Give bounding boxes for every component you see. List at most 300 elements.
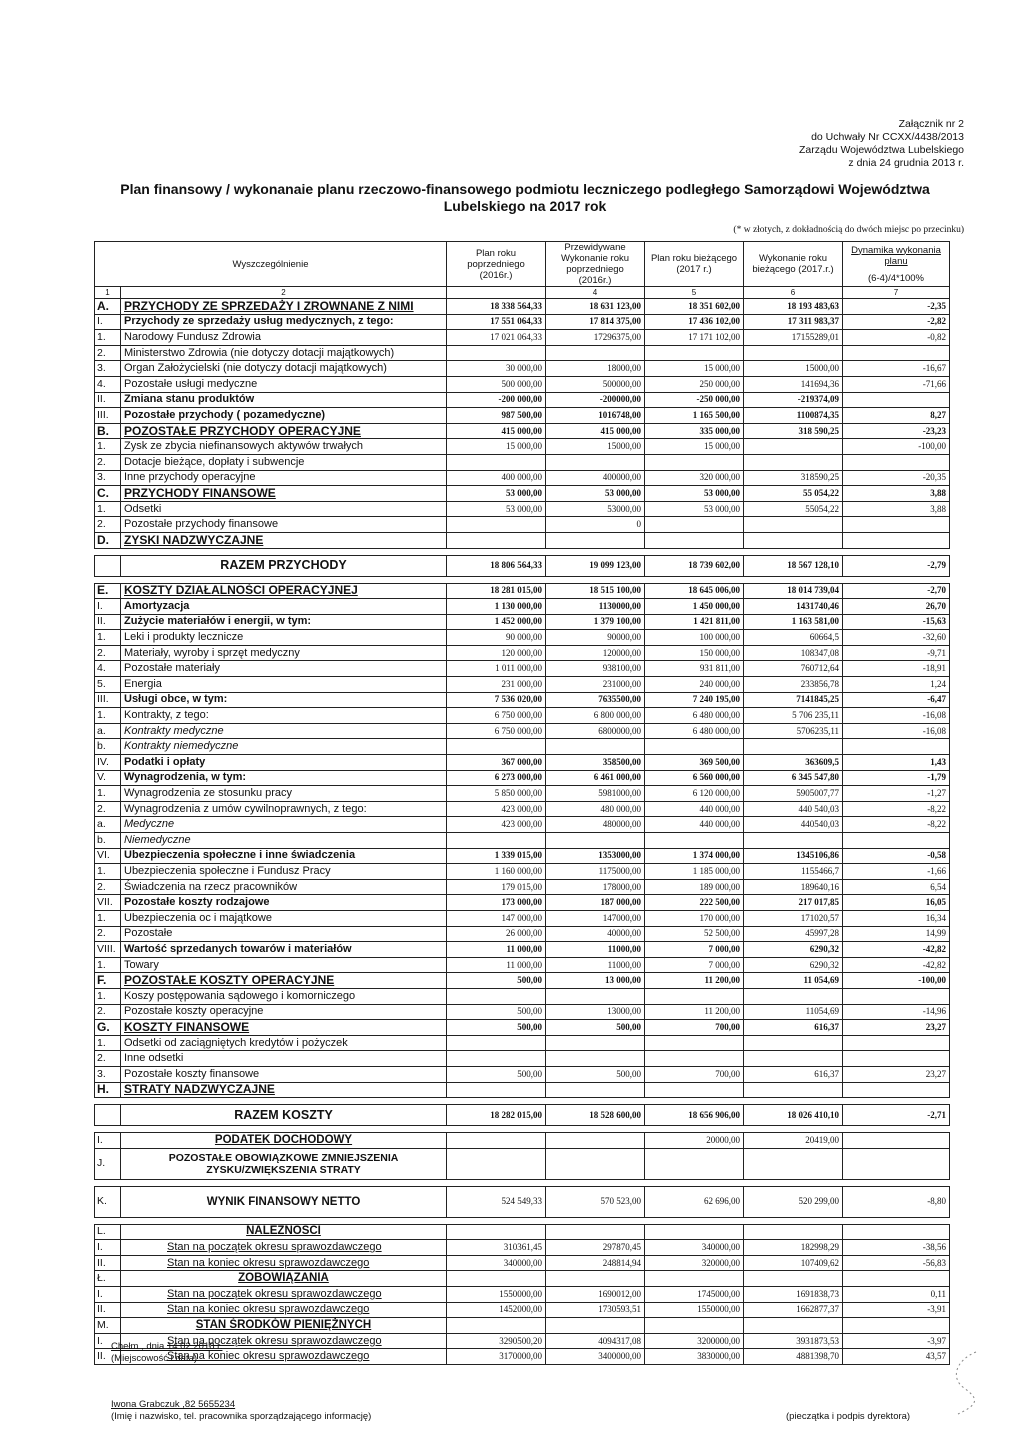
row-label: Pozostałe materiały	[121, 661, 447, 677]
title-line-1: Plan finansowy / wykonanaie planu rzeczowo-finansowego podmiotu leczniczego podległego Samorządowi Województwa	[120, 181, 930, 197]
exec-prev-value: 7635500,00	[546, 692, 645, 708]
dynamics-value: -16,08	[843, 708, 950, 724]
plan-prev-value: 18 806 564,33	[447, 555, 546, 576]
row-number: 2.	[95, 345, 121, 361]
dynamics-value: -2,79	[843, 555, 950, 576]
row-number: 1.	[95, 708, 121, 724]
exec-prev-value	[546, 345, 645, 361]
exec-prev-value: 17296375,00	[546, 330, 645, 346]
plan-cur-value: 18 645 006,00	[645, 583, 744, 599]
plan-cur-value: 222 500,00	[645, 895, 744, 911]
financial-plan-table	[94, 241, 950, 1365]
row-number: L.	[95, 1224, 121, 1240]
row-label: Kontrakty, z tego:	[121, 708, 447, 724]
row-number: VII.	[95, 895, 121, 911]
row-number: I.	[95, 1333, 121, 1349]
dynamics-value: -42,82	[843, 957, 950, 973]
plan-prev-value	[447, 517, 546, 533]
plan-cur-value: 340000,00	[645, 1240, 744, 1256]
exec-prev-value: 1016748,00	[546, 408, 645, 424]
plan-prev-value: 415 000,00	[447, 423, 546, 439]
col-number: 5	[645, 287, 744, 299]
row-number: III.	[95, 692, 121, 708]
row-number: Ł.	[95, 1271, 121, 1287]
exec-prev-value: 15000,00	[546, 439, 645, 455]
plan-cur-value: 53 000,00	[645, 486, 744, 502]
exec-cur-value	[744, 1082, 843, 1098]
plan-cur-value: 320 000,00	[645, 470, 744, 486]
dynamics-value: 8,27	[843, 408, 950, 424]
exec-prev-value: 0	[546, 517, 645, 533]
dynamics-value	[843, 1051, 950, 1067]
exec-cur-value: 520 299,00	[744, 1186, 843, 1217]
exec-cur-value: 616,37	[744, 1066, 843, 1082]
dynamics-value: 1,24	[843, 677, 950, 693]
exec-cur-value: 182998,29	[744, 1240, 843, 1256]
table-row	[95, 910, 950, 926]
spacer-cell	[95, 1126, 950, 1133]
exec-prev-value	[546, 833, 645, 849]
plan-prev-value: 1 011 000,00	[447, 661, 546, 677]
table-row	[95, 957, 950, 973]
plan-prev-value: 17 021 064,33	[447, 330, 546, 346]
exec-cur-value: 20419,00	[744, 1133, 843, 1149]
row-label: Ministerstwo Zdrowia (nie dotyczy dotacji majątkowych)	[121, 345, 447, 361]
row-number	[95, 1105, 121, 1126]
row-number: 1.	[95, 1035, 121, 1051]
exec-cur-value: 318 590,25	[744, 423, 843, 439]
plan-prev-value: 1452000,00	[447, 1302, 546, 1318]
exec-cur-value	[744, 1318, 843, 1334]
plan-cur-value: 170 000,00	[645, 910, 744, 926]
plan-cur-value	[645, 988, 744, 1004]
plan-prev-value: 423 000,00	[447, 817, 546, 833]
exec-cur-value: 1 163 581,00	[744, 614, 843, 630]
row-label: Pozostałe usługi medyczne	[121, 376, 447, 392]
row-number: V.	[95, 770, 121, 786]
table-row	[95, 1035, 950, 1051]
plan-cur-value: 17 171 102,00	[645, 330, 744, 346]
row-label: Narodowy Fundusz Zdrowia	[121, 330, 447, 346]
row-label: RAZEM PRZYCHODY	[121, 555, 447, 576]
exec-prev-value: 17 814 375,00	[546, 314, 645, 330]
dynamics-value: -9,71	[843, 645, 950, 661]
exec-cur-value: 11 054,69	[744, 973, 843, 989]
row-number: G.	[95, 1020, 121, 1036]
plan-prev-value: 7 536 020,00	[447, 692, 546, 708]
exec-cur-value: 5706235,11	[744, 723, 843, 739]
plan-prev-value: 53 000,00	[447, 486, 546, 502]
exec-prev-value: 248814,94	[546, 1255, 645, 1271]
table-row	[95, 661, 950, 677]
row-number: b.	[95, 833, 121, 849]
dynamics-value: 0,11	[843, 1287, 950, 1303]
dynamics-value: -23,23	[843, 423, 950, 439]
exec-cur-value: 171020,57	[744, 910, 843, 926]
table-row	[95, 439, 950, 455]
exec-cur-value: 616,37	[744, 1020, 843, 1036]
table-row	[95, 392, 950, 408]
exec-prev-value: 18 631 123,00	[546, 299, 645, 315]
exec-cur-value	[744, 454, 843, 470]
dynamics-value: -8,22	[843, 817, 950, 833]
row-number: VIII.	[95, 942, 121, 958]
plan-cur-value	[645, 1224, 744, 1240]
exec-cur-value: 17155289,01	[744, 330, 843, 346]
exec-cur-value: 1155466,7	[744, 864, 843, 880]
row-number: C.	[95, 486, 121, 502]
exec-cur-value: 15000,00	[744, 361, 843, 377]
dynamics-value: 23,27	[843, 1020, 950, 1036]
plan-prev-value: 500,00	[447, 1020, 546, 1036]
plan-prev-value: 524 549,33	[447, 1186, 546, 1217]
plan-cur-value: 700,00	[645, 1020, 744, 1036]
plan-prev-value: 18 282 015,00	[447, 1105, 546, 1126]
exec-cur-value: 363609,5	[744, 755, 843, 771]
row-label: Medyczne	[121, 817, 447, 833]
row-label: Ubezpieczenia oc i majątkowe	[121, 910, 447, 926]
plan-cur-value: 931 811,00	[645, 661, 744, 677]
dynamics-value	[843, 392, 950, 408]
exec-prev-value: 480000,00	[546, 817, 645, 833]
row-number: II.	[95, 1302, 121, 1318]
dynamics-value: -8,22	[843, 801, 950, 817]
plan-prev-value: 1 130 000,00	[447, 599, 546, 615]
row-number: 1.	[95, 439, 121, 455]
row-number: 1.	[95, 910, 121, 926]
exec-prev-value: 480 000,00	[546, 801, 645, 817]
exec-prev-value: 178000,00	[546, 879, 645, 895]
handwritten-mark-icon	[946, 1348, 986, 1418]
plan-cur-value	[645, 517, 744, 533]
spacer-row	[95, 1126, 950, 1133]
row-number: b.	[95, 739, 121, 755]
plan-cur-value: 1745000,00	[645, 1287, 744, 1303]
plan-prev-value: 310361,45	[447, 1240, 546, 1256]
attachment-header	[799, 118, 964, 170]
exec-cur-value	[744, 1148, 843, 1179]
plan-cur-value: 1550000,00	[645, 1302, 744, 1318]
row-number: A.	[95, 299, 121, 315]
footer-place-date	[111, 1341, 222, 1365]
plan-prev-value: 500,00	[447, 1004, 546, 1020]
row-number: II.	[95, 614, 121, 630]
plan-prev-value: 6 750 000,00	[447, 723, 546, 739]
dynamics-value: -20,35	[843, 470, 950, 486]
row-label: ZYSKI NADZWYCZAJNE	[121, 532, 447, 548]
table-row	[95, 677, 950, 693]
plan-prev-value: 400 000,00	[447, 470, 546, 486]
row-label: Stan na początek okresu sprawozdawczego	[121, 1240, 447, 1256]
row-label: Pozostałe przychody ( pozamedyczne)	[121, 408, 447, 424]
plan-cur-value	[645, 532, 744, 548]
table-row	[95, 614, 950, 630]
exec-cur-value: 17 311 983,37	[744, 314, 843, 330]
row-label: KOSZTY FINANSOWE	[121, 1020, 447, 1036]
plan-prev-value: 1550000,00	[447, 1287, 546, 1303]
row-label: Pozostałe koszty finansowe	[121, 1066, 447, 1082]
row-label: Towary	[121, 957, 447, 973]
table-row	[95, 942, 950, 958]
row-label: Ubezpieczenia społeczne i inne świadczenia	[121, 848, 447, 864]
header-line: Zarządu Województwa Lubelskiego	[799, 144, 964, 156]
table-row	[95, 1240, 950, 1256]
plan-cur-value: 1 165 500,00	[645, 408, 744, 424]
row-number: 2.	[95, 1051, 121, 1067]
plan-prev-value	[447, 1148, 546, 1179]
plan-cur-value: 250 000,00	[645, 376, 744, 392]
dynamics-value: 1,43	[843, 755, 950, 771]
exec-cur-value: 5905007,77	[744, 786, 843, 802]
plan-cur-value	[645, 1271, 744, 1287]
table-row	[95, 723, 950, 739]
table-row	[95, 1066, 950, 1082]
row-label: Kontrakty niemedyczne	[121, 739, 447, 755]
plan-cur-value: 335 000,00	[645, 423, 744, 439]
plan-cur-value: 100 000,00	[645, 630, 744, 646]
row-number: F.	[95, 973, 121, 989]
exec-cur-value	[744, 1224, 843, 1240]
row-label: POZOSTAŁE KOSZTY OPERACYJNE	[121, 973, 447, 989]
exec-cur-value: 1691838,73	[744, 1287, 843, 1303]
table-row	[95, 630, 950, 646]
table-row	[95, 833, 950, 849]
exec-prev-value: 53 000,00	[546, 486, 645, 502]
plan-prev-value: 987 500,00	[447, 408, 546, 424]
row-number: a.	[95, 723, 121, 739]
plan-cur-value: 1 185 000,00	[645, 864, 744, 880]
exec-prev-value: 6800000,00	[546, 723, 645, 739]
table-row	[95, 1287, 950, 1303]
dynamics-value: -1,66	[843, 864, 950, 880]
plan-prev-value: 90 000,00	[447, 630, 546, 646]
exec-prev-value	[546, 1133, 645, 1149]
plan-prev-value: 179 015,00	[447, 879, 546, 895]
row-number: 2.	[95, 645, 121, 661]
exec-cur-value: 108347,08	[744, 645, 843, 661]
table-row	[95, 330, 950, 346]
dynamics-value	[843, 833, 950, 849]
row-label: Usługi obce, w tym:	[121, 692, 447, 708]
dynamics-value: 3,88	[843, 486, 950, 502]
dynamics-value: -32,60	[843, 630, 950, 646]
table-row	[95, 692, 950, 708]
dynamics-value	[843, 1318, 950, 1334]
plan-cur-value: 7 000,00	[645, 942, 744, 958]
exec-cur-value: 55 054,22	[744, 486, 843, 502]
row-label: Stan na koniec okresu sprawozdawczego	[121, 1349, 447, 1365]
exec-prev-value: 11000,00	[546, 942, 645, 958]
plan-prev-value: 340000,00	[447, 1255, 546, 1271]
plan-cur-value: 6 560 000,00	[645, 770, 744, 786]
row-label: Materiały, wyroby i sprzęt medyczny	[121, 645, 447, 661]
plan-cur-value: 15 000,00	[645, 361, 744, 377]
exec-prev-value	[546, 1318, 645, 1334]
plan-cur-value: 53 000,00	[645, 501, 744, 517]
plan-prev-value	[447, 345, 546, 361]
row-label: Pozostałe koszty operacyjne	[121, 1004, 447, 1020]
plan-cur-value: 52 500,00	[645, 926, 744, 942]
dynamics-value: -2,82	[843, 314, 950, 330]
dynamics-value: 14,99	[843, 926, 950, 942]
exec-cur-value: 60664,5	[744, 630, 843, 646]
row-number: II.	[95, 1255, 121, 1271]
row-label: Koszy postępowania sądowego i komorniczego	[121, 988, 447, 1004]
dynamics-value	[843, 1148, 950, 1179]
table-row	[95, 770, 950, 786]
exec-cur-value: 7141845,25	[744, 692, 843, 708]
row-number: 1.	[95, 864, 121, 880]
row-number: 2.	[95, 517, 121, 533]
exec-prev-value: 1175000,00	[546, 864, 645, 880]
plan-prev-value: 147 000,00	[447, 910, 546, 926]
row-label: Wynagrodzenia, w tym:	[121, 770, 447, 786]
exec-cur-value: 6 345 547,80	[744, 770, 843, 786]
header-line: Załącznik nr 2	[898, 118, 964, 130]
row-number: I.	[95, 599, 121, 615]
row-number: H.	[95, 1082, 121, 1098]
plan-prev-value: 30 000,00	[447, 361, 546, 377]
exec-prev-value: 18 515 100,00	[546, 583, 645, 599]
col-header-dynamics-formula: (6-4)/4*100%	[868, 272, 924, 284]
exec-prev-value: 231000,00	[546, 677, 645, 693]
table-row	[95, 786, 950, 802]
row-number: 1.	[95, 630, 121, 646]
exec-cur-value: 55054,22	[744, 501, 843, 517]
row-number: M.	[95, 1318, 121, 1334]
exec-cur-value: 6290,32	[744, 957, 843, 973]
plan-cur-value: 189 000,00	[645, 879, 744, 895]
exec-cur-value: 189640,16	[744, 879, 843, 895]
table-row	[95, 1255, 950, 1271]
plan-prev-value: 500,00	[447, 1066, 546, 1082]
table-row	[95, 454, 950, 470]
exec-cur-value: 318590,25	[744, 470, 843, 486]
dynamics-value: 26,70	[843, 599, 950, 615]
spacer-row	[95, 1098, 950, 1105]
row-label: Organ Założycielski (nie dotyczy dotacji majątkowych)	[121, 361, 447, 377]
table-row	[95, 376, 950, 392]
exec-prev-value: 500000,00	[546, 376, 645, 392]
col-header-plan-cur: Plan roku bieżącego (2017 r.)	[645, 242, 744, 287]
exec-prev-value	[546, 1051, 645, 1067]
plan-prev-value: 17 551 064,33	[447, 314, 546, 330]
dynamics-value: -42,82	[843, 942, 950, 958]
row-number: 2.	[95, 454, 121, 470]
table-row	[95, 361, 950, 377]
plan-cur-value: 1 450 000,00	[645, 599, 744, 615]
exec-cur-value: 760712,64	[744, 661, 843, 677]
dynamics-value: -2,70	[843, 583, 950, 599]
exec-prev-value: 6 461 000,00	[546, 770, 645, 786]
table-header-row	[95, 242, 950, 287]
dynamics-value: -8,80	[843, 1186, 950, 1217]
row-label: POZOSTAŁE OBOWIĄZKOWE ZMNIEJSZENIA ZYSKU/ZWIĘKSZENIA STRATY	[121, 1148, 447, 1179]
row-label: Stan na koniec okresu sprawozdawczego	[121, 1255, 447, 1271]
plan-cur-value: 17 436 102,00	[645, 314, 744, 330]
row-label: Ubezpieczenia społeczne i Fundusz Pracy	[121, 864, 447, 880]
row-number: III.	[95, 408, 121, 424]
row-label: Amortyzacja	[121, 599, 447, 615]
exec-cur-value: 18 193 483,63	[744, 299, 843, 315]
row-number: 2.	[95, 879, 121, 895]
exec-prev-value	[546, 1035, 645, 1051]
plan-prev-value: 53 000,00	[447, 501, 546, 517]
plan-prev-value	[447, 1318, 546, 1334]
exec-prev-value: 6 800 000,00	[546, 708, 645, 724]
row-number: IV.	[95, 755, 121, 771]
exec-prev-value	[546, 988, 645, 1004]
exec-prev-value: 40000,00	[546, 926, 645, 942]
plan-prev-value: 15 000,00	[447, 439, 546, 455]
row-number: VI.	[95, 848, 121, 864]
row-number: 3.	[95, 1066, 121, 1082]
plan-cur-value	[645, 1035, 744, 1051]
table-row	[95, 1133, 950, 1149]
table-row	[95, 1333, 950, 1349]
dynamics-value: 6,54	[843, 879, 950, 895]
exec-cur-value: 440 540,03	[744, 801, 843, 817]
exec-prev-value: 18000,00	[546, 361, 645, 377]
dynamics-value: 23,27	[843, 1066, 950, 1082]
exec-cur-value: 6290,32	[744, 942, 843, 958]
row-number: II.	[95, 392, 121, 408]
plan-cur-value: 7 000,00	[645, 957, 744, 973]
table-row	[95, 1302, 950, 1318]
dynamics-value	[843, 517, 950, 533]
row-label: Kontrakty medyczne	[121, 723, 447, 739]
row-label: Wynagrodzenia z umów cywilnoprawnych, z tego:	[121, 801, 447, 817]
dynamics-value	[843, 1035, 950, 1051]
table-row	[95, 517, 950, 533]
dynamics-value: -100,00	[843, 973, 950, 989]
table-row	[95, 1020, 950, 1036]
exec-prev-value	[546, 739, 645, 755]
table-row	[95, 848, 950, 864]
plan-cur-value: 369 500,00	[645, 755, 744, 771]
plan-cur-value: 6 120 000,00	[645, 786, 744, 802]
table-row	[95, 1224, 950, 1240]
row-number: B.	[95, 423, 121, 439]
table-row	[95, 801, 950, 817]
plan-prev-value	[447, 833, 546, 849]
exec-prev-value: 358500,00	[546, 755, 645, 771]
row-label: Stan na koniec okresu sprawozdawczego	[121, 1302, 447, 1318]
col-number: 4	[546, 287, 645, 299]
table-row	[95, 1105, 950, 1126]
place-date-caption: (Miejscowość i data)	[111, 1353, 198, 1364]
row-number: I.	[95, 1133, 121, 1149]
plan-cur-value: 18 656 906,00	[645, 1105, 744, 1126]
row-label: RAZEM KOSZTY	[121, 1105, 447, 1126]
exec-prev-value	[546, 1148, 645, 1179]
plan-cur-value: 320000,00	[645, 1255, 744, 1271]
plan-cur-value	[645, 1082, 744, 1098]
table-row	[95, 817, 950, 833]
spacer-row	[95, 1217, 950, 1224]
dynamics-value: -1,27	[843, 786, 950, 802]
dynamics-value: 16,34	[843, 910, 950, 926]
row-number: 2.	[95, 926, 121, 942]
dynamics-value	[843, 345, 950, 361]
plan-prev-value: 3290500,20	[447, 1333, 546, 1349]
row-number: I.	[95, 1240, 121, 1256]
dynamics-value	[843, 532, 950, 548]
row-number: 4.	[95, 376, 121, 392]
dynamics-value: 43,57	[843, 1349, 950, 1365]
dynamics-value	[843, 1271, 950, 1287]
plan-prev-value: 6 750 000,00	[447, 708, 546, 724]
